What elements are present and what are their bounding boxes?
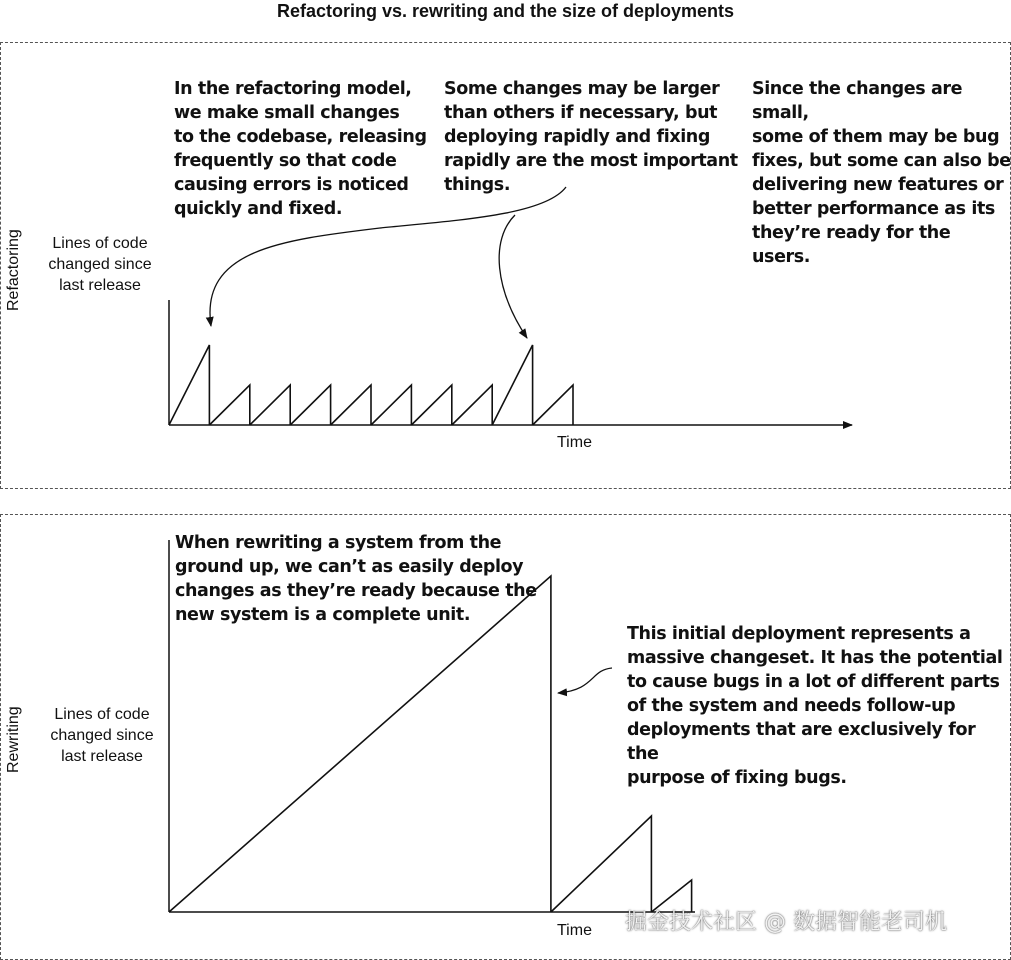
rewriting-annotation-left: When rewriting a system from the ground up, we can’t as easily deploy changes as they’re ready because the new system is a complete unit.: [175, 533, 537, 625]
refactoring-y-axis-label: Lines of code changed since last release: [48, 235, 152, 294]
refactoring-side-label: Refactoring: [5, 229, 22, 311]
rewriting-y-axis-label: Lines of code changed since last release: [50, 706, 154, 765]
refactoring-annotation-right: Since the changes are small, some of them may be bug fixes, but some can also be delivering new features or better performance as its they’re ready for the users.: [752, 79, 1011, 267]
refactoring-deployment-2: [209, 385, 249, 425]
callout-arrow-right: [499, 215, 527, 338]
refactoring-deployment-8: [452, 385, 492, 425]
refactoring-deployment-9: [492, 345, 532, 425]
rewriting-deployment-1: [169, 576, 551, 912]
refactoring-deployment-6: [371, 385, 411, 425]
rewriting-side-label: Rewriting: [5, 706, 22, 773]
refactoring-deployment-3: [250, 385, 290, 425]
watermark: 掘金技术社区 @ 数据智能老司机: [625, 910, 947, 935]
refactoring-deployment-10: [533, 385, 573, 425]
figure-title: Refactoring vs. rewriting and the size of deployments: [276, 1, 735, 21]
rewriting-annotation-right: This initial deployment represents a massive changeset. It has the potential to cause bugs in a lot of different parts of the system and needs follow-up deployments that are exclusively for the purpose of fixing bugs.: [627, 624, 1003, 788]
refactoring-deployment-7: [411, 385, 451, 425]
callout-arrow-left: [210, 187, 566, 326]
refactoring-deployment-4: [290, 385, 330, 425]
refactoring-annotation-left: In the refactoring model, we make small changes to the codebase, releasing frequently so that code causing errors is noticed quickly and fixed.: [174, 79, 427, 219]
callout-arrow-rewrite: [558, 668, 612, 693]
refactoring-deployment-1: [169, 345, 209, 425]
refactoring-deployment-5: [331, 385, 371, 425]
refactoring-annotation-middle: Some changes may be larger than others if necessary, but deploying rapidly and fixing rapidly are the most important things.: [444, 79, 738, 195]
rewriting-x-axis-label: Time: [557, 922, 592, 939]
rewriting-deployment-2: [551, 816, 652, 912]
refactoring-x-axis-label: Time: [557, 434, 592, 451]
